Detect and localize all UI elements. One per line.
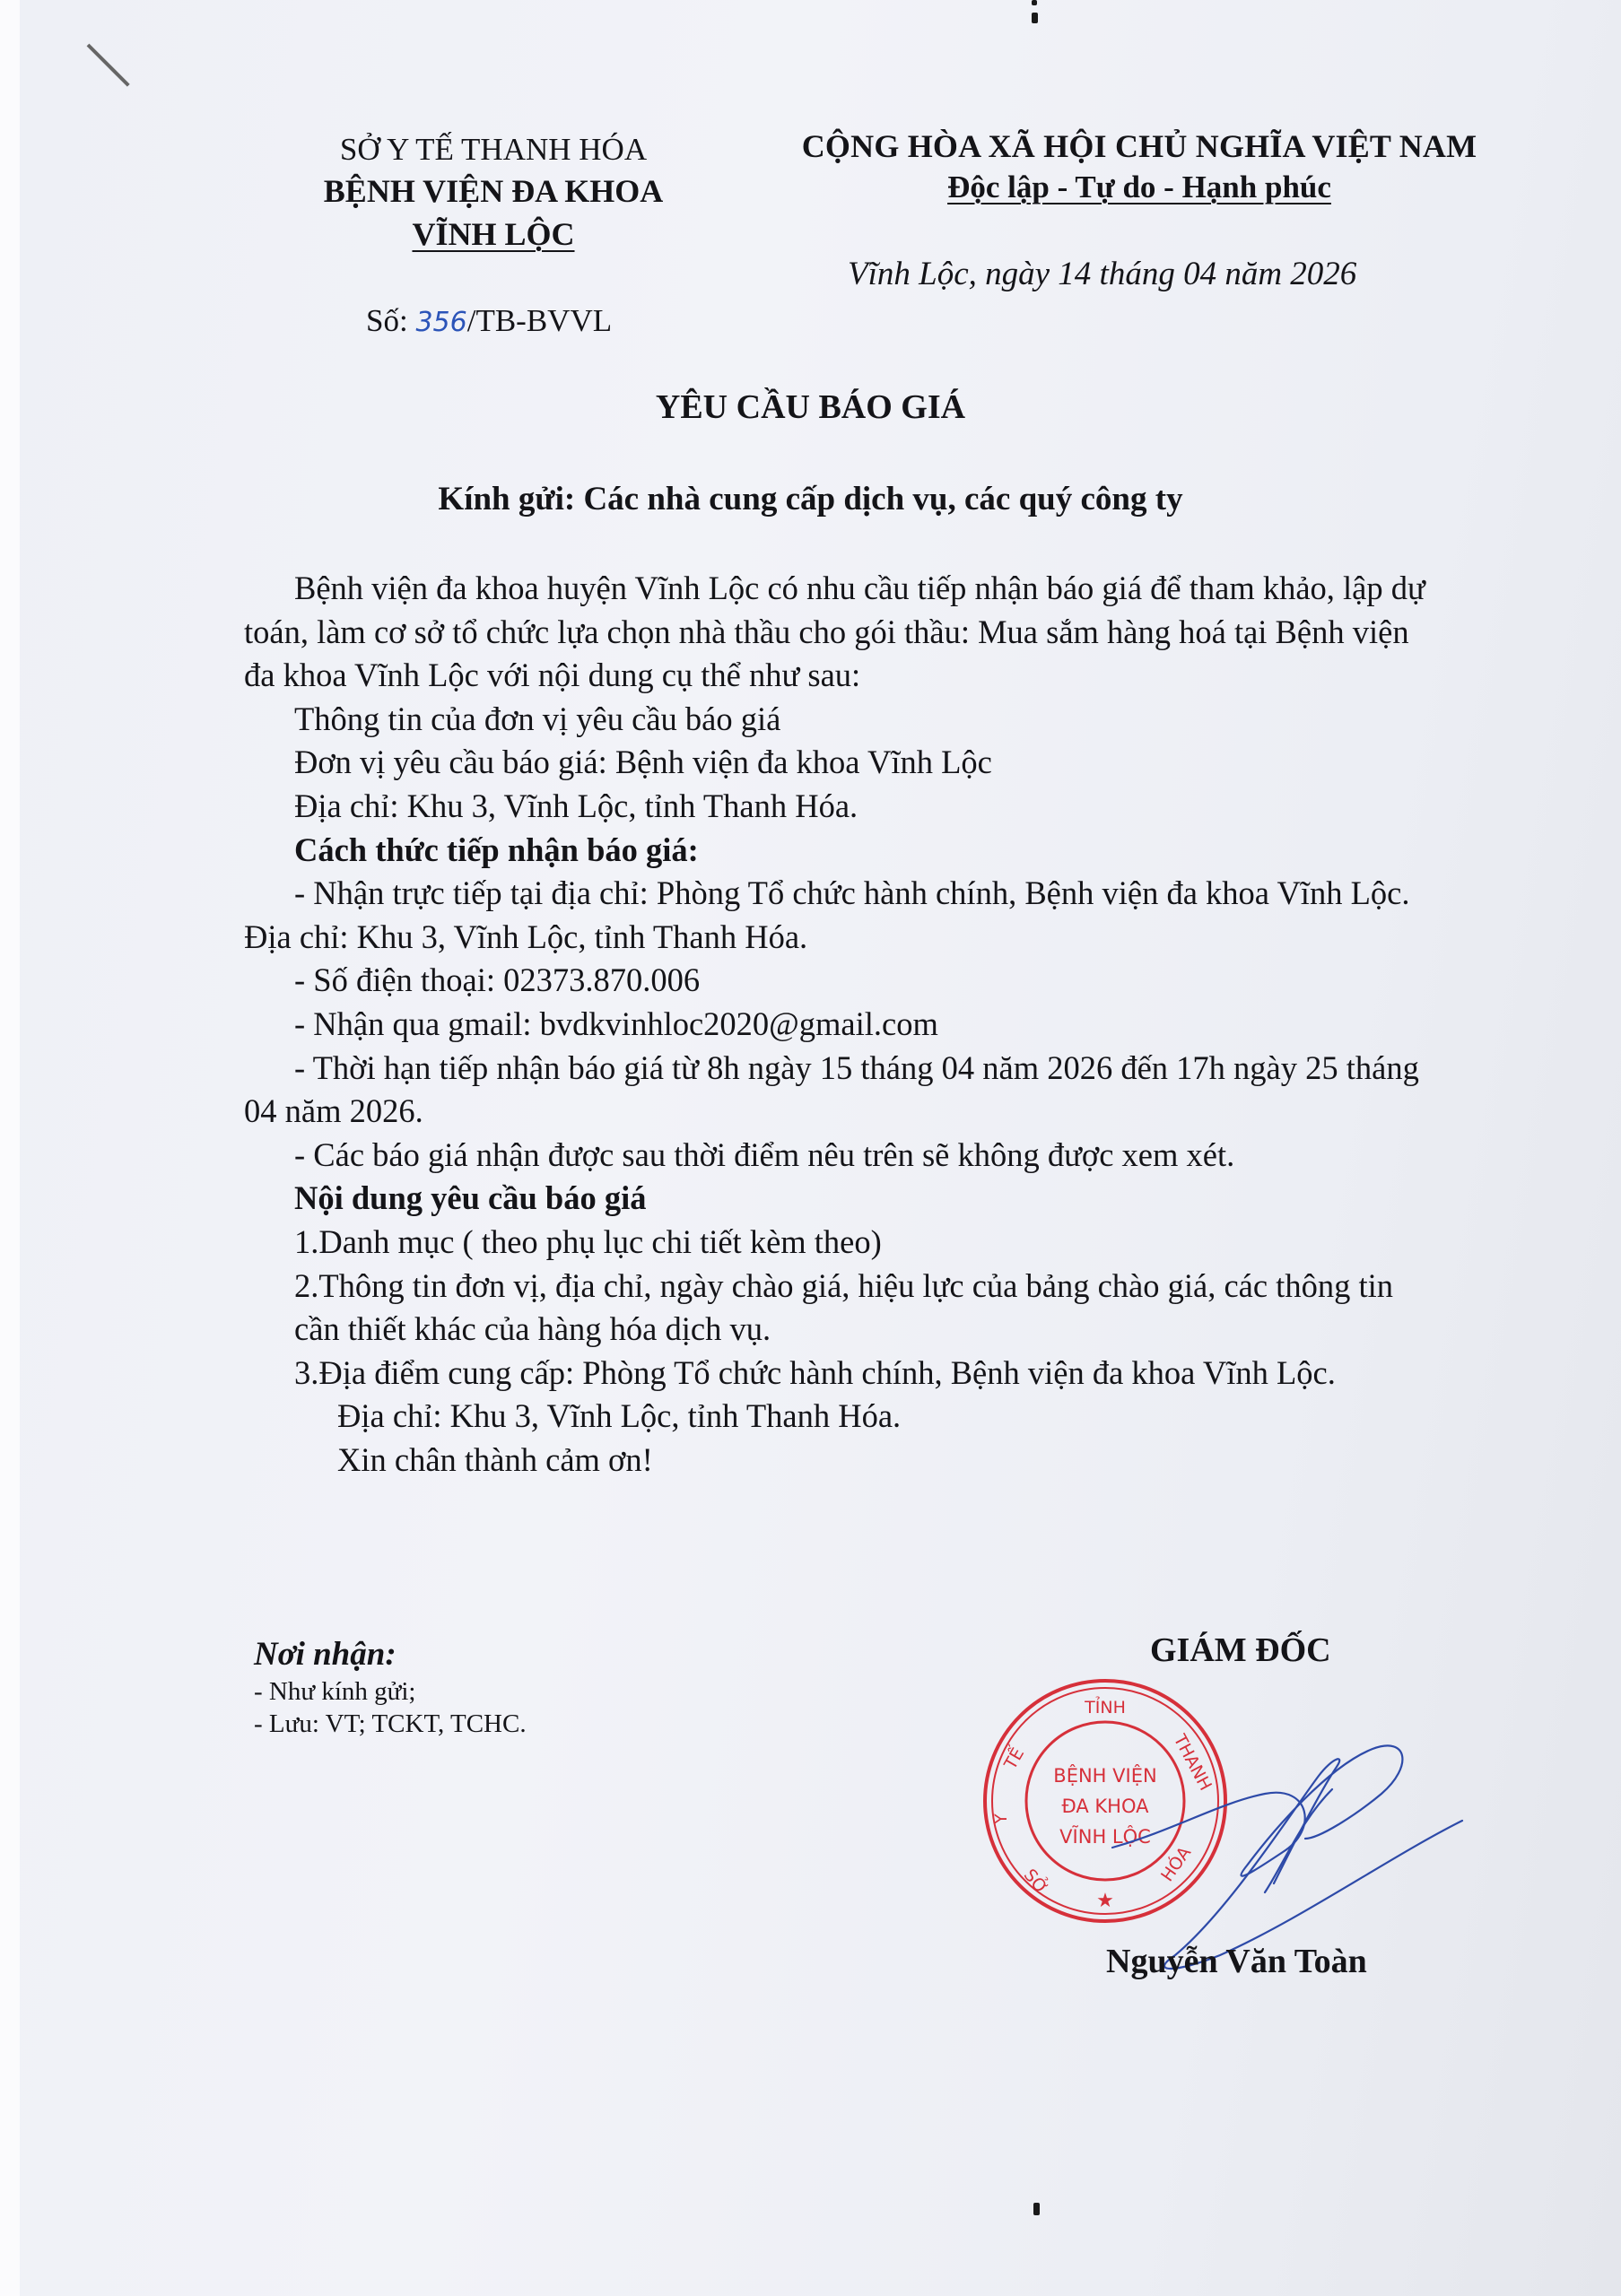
method-item-phone: - Số điện thoại: 02373.870.006 — [294, 961, 701, 999]
svg-text:TỈNH: TỈNH — [1085, 1698, 1126, 1718]
svg-text:TẾ: TẾ — [1000, 1744, 1029, 1773]
document-title: YÊU CẦU BÁO GIÁ — [655, 388, 966, 426]
method-item-in-person: - Nhận trực tiếp tại địa chỉ: Phòng Tổ chức hành chính, Bệnh viện đa khoa Vĩnh Lộc. Địa chỉ: Khu 3, Vĩnh Lộc, tỉnh Thanh Hóa. — [244, 874, 1410, 955]
recipients-item-2: - Lưu: VT; TCKT, TCHC. — [254, 1709, 527, 1738]
punch-mark-top — [1032, 0, 1037, 5]
hospital-name-line2: VĨNH LỘC — [412, 216, 575, 252]
republic-name: CỘNG HÒA XÃ HỘI CHỦ NGHĨA VIỆT NAM — [801, 128, 1477, 164]
recipients-title: Nơi nhận: — [254, 1636, 397, 1673]
recipients-item-1: - Như kính gửi; — [254, 1677, 416, 1706]
requesting-unit: Đơn vị yêu cầu báo giá: Bệnh viện đa khoa Vĩnh Lộc — [294, 744, 992, 781]
hospital-name-line1: BỆNH VIỆN ĐA KHOA — [323, 173, 664, 209]
content-item-1: 1.Danh mục ( theo phụ lục chi tiết kèm theo) — [294, 1222, 882, 1260]
issuing-authority-header — [269, 130, 718, 256]
svg-text:THANH: THANH — [1169, 1731, 1216, 1795]
svg-text:ĐA KHOA: ĐA KHOA — [1061, 1796, 1149, 1817]
national-header — [758, 126, 1521, 208]
national-motto: Độc lập - Tự do - Hạnh phúc — [947, 170, 1331, 204]
thanks-line: Xin chân thành cảm ơn! — [337, 1440, 653, 1478]
svg-text:HÓA: HÓA — [1157, 1843, 1196, 1886]
signer-name: Nguyễn Văn Toàn — [1106, 1943, 1367, 1980]
document-number-suffix: /TB-BVVL — [466, 303, 613, 338]
requesting-address: Địa chỉ: Khu 3, Vĩnh Lộc, tỉnh Thanh Hóa. — [294, 787, 858, 824]
signer-title: GIÁM ĐỐC — [1150, 1631, 1331, 1669]
closing-address: Địa chỉ: Khu 3, Vĩnh Lộc, tỉnh Thanh Hóa. — [337, 1397, 902, 1435]
intro-paragraph: Bệnh viện đa khoa huyện Vĩnh Lộc có nhu cầu tiếp nhận báo giá để tham khảo, lập dự toán, làm cơ sở tổ chức lựa chọn nhà thầu cho gói thầu: Mua sắm hàng hoá tại Bệnh viện đa khoa Vĩnh Lộc với nội dung cụ thể như sau: — [244, 570, 1425, 694]
info-heading: Thông tin của đơn vị yêu cầu báo giá — [294, 700, 781, 737]
method-heading: Cách thức tiếp nhận báo giá: — [294, 831, 699, 868]
punch-mark-bottom — [1033, 2203, 1040, 2215]
method-item-email: - Nhận qua gmail: bvdkvinhloc2020@gmail.com — [294, 1004, 938, 1042]
content-item-2: 2.Thông tin đơn vị, địa chỉ, ngày chào giá, hiệu lực của bảng chào giá, các thông tin cần thiết khác của hàng hóa dịch vụ. — [294, 1266, 1393, 1348]
svg-text:★: ★ — [1096, 1890, 1114, 1912]
department-name: SỞ Y TẾ THANH HÓA — [339, 132, 648, 167]
svg-text:Y: Y — [991, 1813, 1011, 1824]
method-item-deadline: - Thời hạn tiếp nhận báo giá từ 8h ngày 15 tháng 04 năm 2026 đến 17h ngày 25 tháng 04 năm 2026. — [244, 1048, 1419, 1130]
svg-text:BỆNH VIỆN: BỆNH VIỆN — [1053, 1765, 1157, 1787]
punch-mark-top-2 — [1032, 13, 1038, 23]
stray-pen-mark — [87, 44, 130, 87]
document-number-handwritten: 356 — [415, 307, 467, 338]
svg-text:SỞ: SỞ — [1019, 1865, 1052, 1899]
signature-icon — [1094, 1704, 1471, 1982]
method-item-late-notice: - Các báo giá nhận được sau thời điểm nêu trên sẽ không được xem xét. — [294, 1135, 1235, 1173]
content-heading: Nội dung yêu cầu báo giá — [294, 1179, 647, 1217]
recipients-block — [254, 1634, 527, 1740]
svg-text:VĨNH LỘC: VĨNH LỘC — [1059, 1826, 1151, 1848]
page-edge — [0, 0, 20, 2296]
date-line: Vĩnh Lộc, ngày 14 tháng 04 năm 2026 — [848, 256, 1357, 292]
content-item-3: 3.Địa điểm cung cấp: Phòng Tổ chức hành chính, Bệnh viện đa khoa Vĩnh Lộc. — [294, 1353, 1336, 1391]
document-number-prefix: Số: — [366, 303, 416, 338]
document-body — [244, 567, 1437, 1482]
document-number — [366, 303, 612, 339]
recipient-line: Kính gửi: Các nhà cung cấp dịch vụ, các quý công ty — [438, 481, 1183, 517]
